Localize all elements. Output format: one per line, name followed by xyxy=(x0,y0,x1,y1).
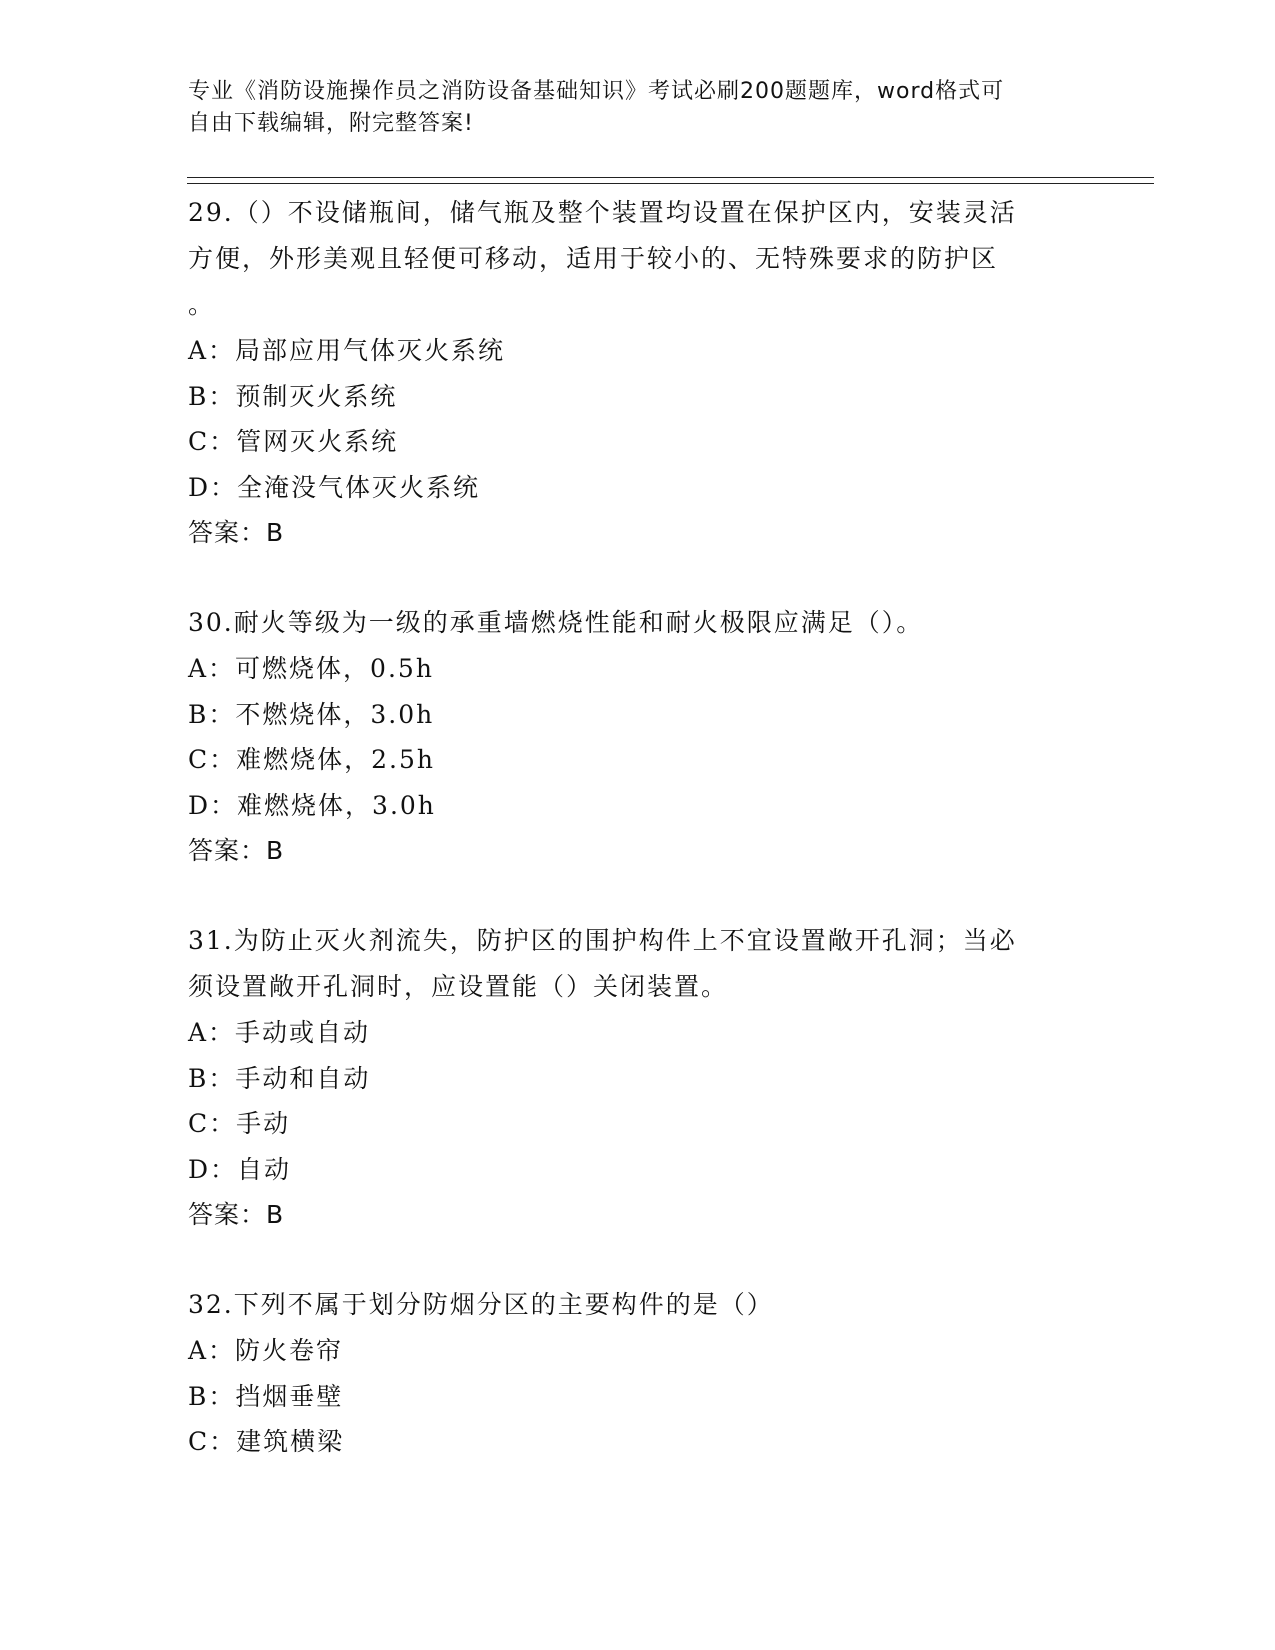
option-b: B：挡烟垂壁 xyxy=(188,1381,344,1411)
header-divider-top xyxy=(187,177,1154,178)
option-a: A：可燃烧体，0.5h xyxy=(188,654,434,683)
option-b: B：手动和自动 xyxy=(188,1063,371,1093)
option-d: D：全淹没气体灭火系统 xyxy=(188,472,481,502)
question-stem: 29.（）不设储瓶间，储气瓶及整个装置均设置在保护区内，安装灵活 xyxy=(188,198,1017,227)
answer: 答案：B xyxy=(188,1200,285,1229)
option-d: D：难燃烧体，3.0h xyxy=(188,790,436,820)
header-divider-bottom xyxy=(187,183,1154,184)
header-line-2: 自由下载编辑，附完整答案! xyxy=(188,111,474,136)
option-a: A：手动或自动 xyxy=(188,1018,371,1047)
answer: 答案：B xyxy=(188,518,285,547)
answer: 答案：B xyxy=(188,836,285,865)
option-c: C：管网灭火系统 xyxy=(188,427,399,456)
document-header xyxy=(188,76,1068,140)
question-stem: 。 xyxy=(188,290,216,319)
question-stem: 30.耐火等级为一级的承重墙燃烧性能和耐火极限应满足（）。 xyxy=(188,608,924,637)
question-stem: 31.为防止灭火剂流失，防护区的围护构件上不宜设置敞开孔洞；当必 xyxy=(188,926,1017,955)
option-b: B：预制灭火系统 xyxy=(188,381,398,411)
question-stem: 须设置敞开孔洞时，应设置能（）关闭装置。 xyxy=(188,972,729,1001)
question-stem: 方便，外形美观且轻便可移动，适用于较小的、无特殊要求的防护区 xyxy=(188,244,999,273)
option-d: D：自动 xyxy=(188,1154,292,1184)
question-32 xyxy=(188,1282,1088,1465)
option-c: C：建筑横梁 xyxy=(188,1427,345,1456)
option-a: A：防火卷帘 xyxy=(188,1336,344,1365)
header-line-1: 专业《消防设施操作员之消防设备基础知识》考试必刷200题题库，word格式可 xyxy=(188,79,1005,104)
option-a: A：局部应用气体灭火系统 xyxy=(188,336,506,365)
option-c: C：难燃烧体，2.5h xyxy=(188,745,435,774)
question-29 xyxy=(188,190,1088,556)
question-list xyxy=(188,190,1088,1509)
option-b: B：不燃烧体，3.0h xyxy=(188,699,435,729)
option-c: C：手动 xyxy=(188,1109,291,1138)
question-31 xyxy=(188,918,1088,1238)
question-30 xyxy=(188,600,1088,874)
question-stem: 32.下列不属于划分防烟分区的主要构件的是（） xyxy=(188,1290,774,1319)
